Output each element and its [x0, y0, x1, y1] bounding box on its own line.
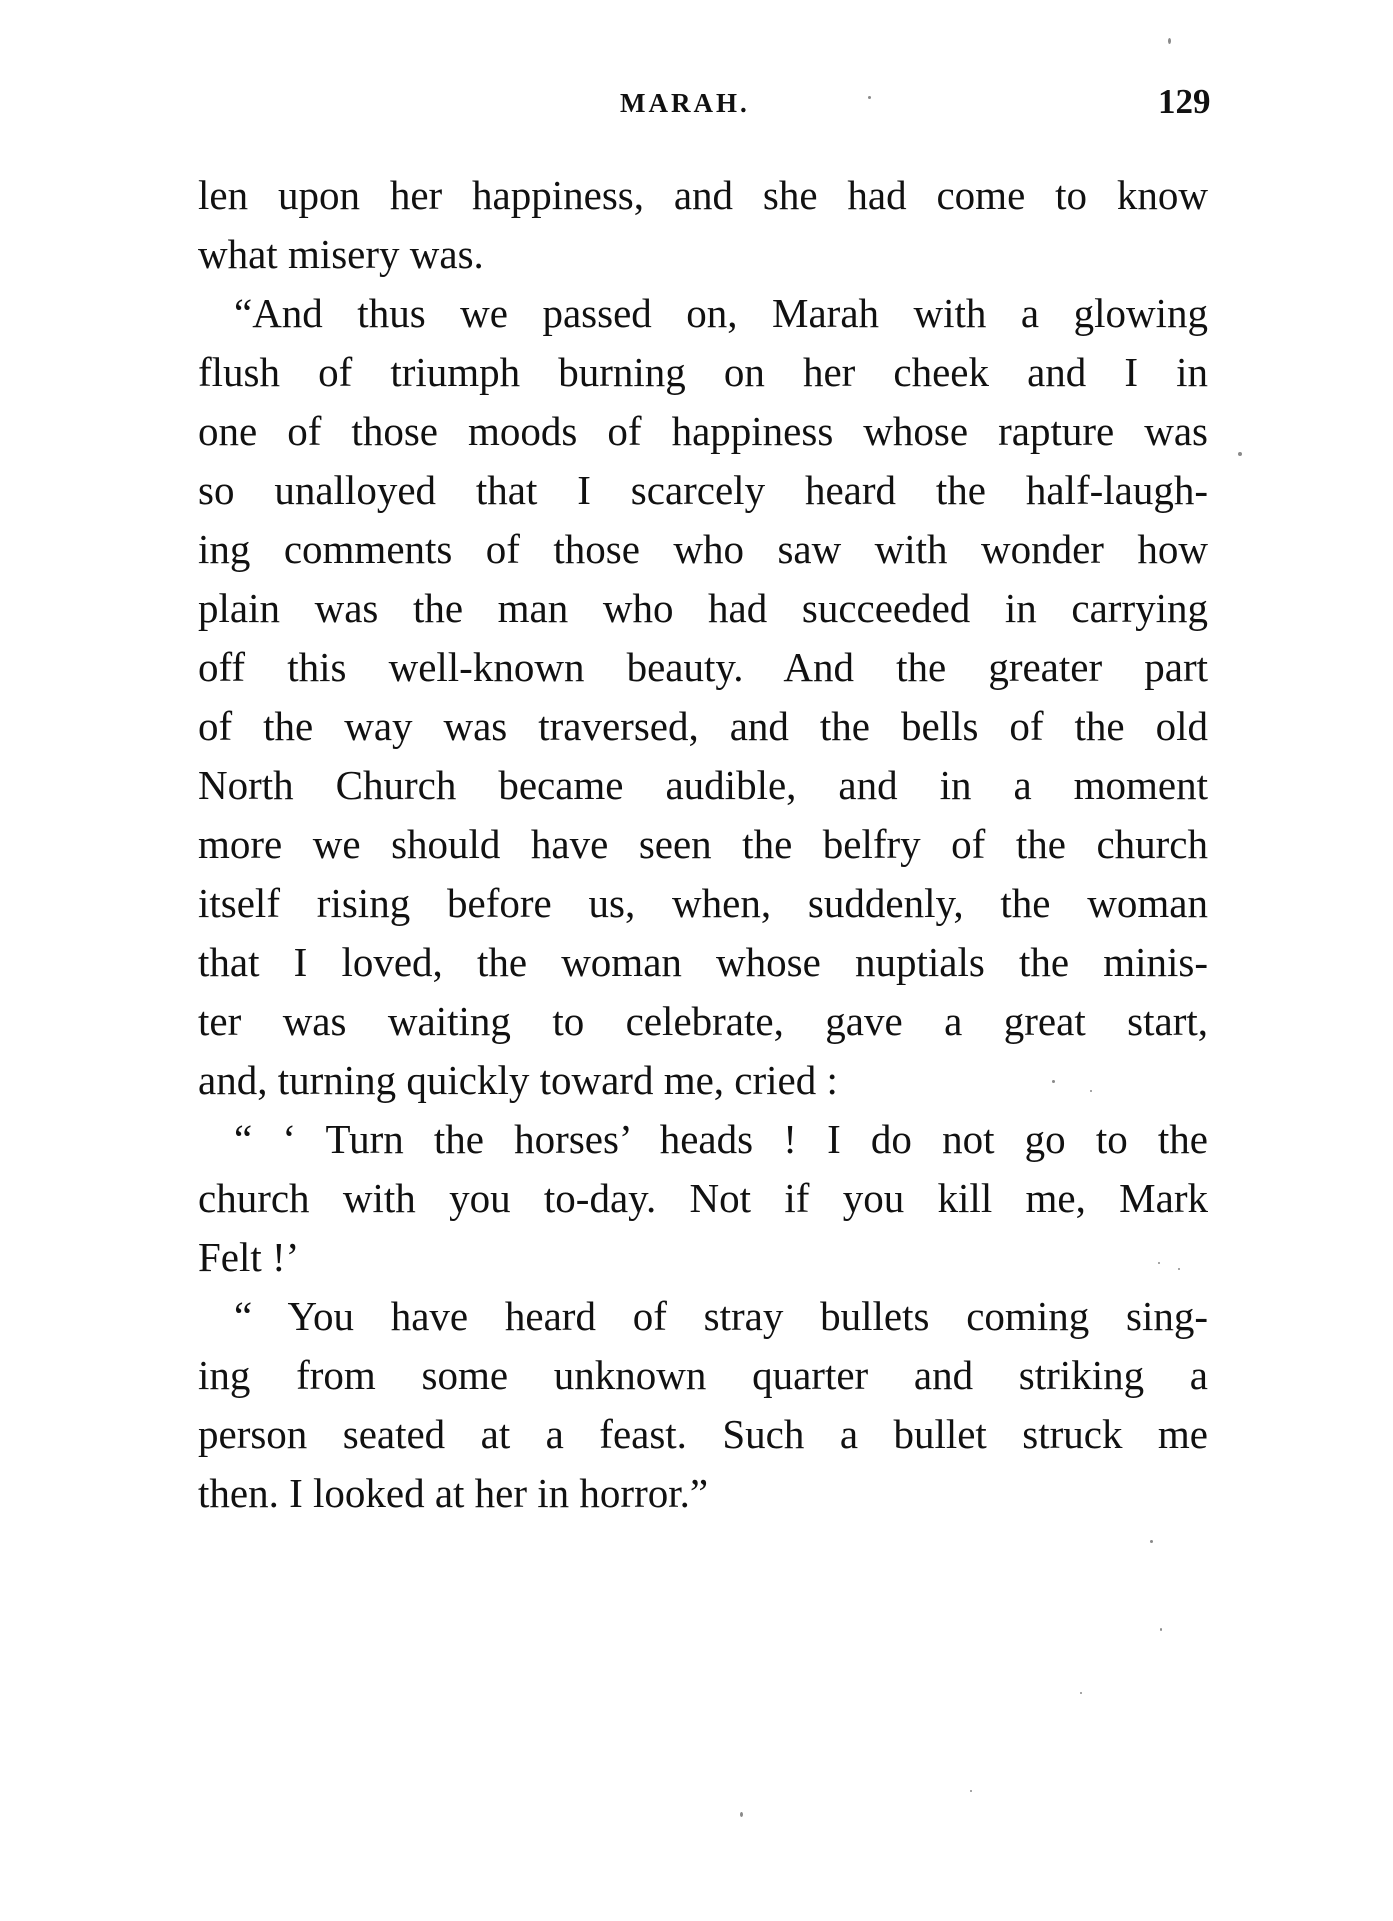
scan-speck: [1150, 1540, 1153, 1543]
text-line: one of those moods of happiness whose rapture was: [198, 408, 1208, 454]
text-line: ing comments of those who saw with wonder how: [198, 526, 1208, 572]
text-line: what misery was.: [198, 231, 484, 277]
scan-speck: [1080, 1692, 1082, 1694]
scan-speck: [1178, 1268, 1180, 1270]
body-text: [198, 166, 1208, 1523]
scan-speck: [1052, 1080, 1055, 1083]
scan-speck: [1160, 1628, 1162, 1631]
text-line: “ ‘ Turn the horses’ heads ! I do not go to the: [234, 1116, 1208, 1162]
text-line: of the way was traversed, and the bells of the old: [198, 703, 1208, 749]
scan-speck: [1238, 452, 1242, 456]
scan-speck: [1168, 38, 1171, 44]
text-line: more we should have seen the belfry of the church: [198, 821, 1208, 867]
text-line: that I loved, the woman whose nuptials the minis-: [198, 939, 1208, 985]
text-line: North Church became audible, and in a moment: [198, 762, 1208, 808]
text-line: “ You have heard of stray bullets coming sing-: [234, 1293, 1208, 1339]
running-head: [0, 82, 1393, 128]
text-line: ter was waiting to celebrate, gave a great start,: [198, 998, 1208, 1044]
running-title: MARAH.: [620, 88, 750, 118]
text-line: so unalloyed that I scarcely heard the half-laugh-: [198, 467, 1208, 513]
page-number: 129: [1158, 82, 1211, 121]
scan-speck: [1158, 1262, 1160, 1264]
text-line: Felt !’: [198, 1234, 300, 1280]
scan-speck: [740, 1812, 743, 1817]
text-line: person seated at a feast. Such a bullet struck me: [198, 1411, 1208, 1457]
text-line: ing from some unknown quarter and striking a: [198, 1352, 1208, 1398]
text-line: off this well-known beauty. And the greater part: [198, 644, 1208, 690]
text-line: itself rising before us, when, suddenly, the woman: [198, 880, 1208, 926]
text-line: and, turning quickly toward me, cried :: [198, 1057, 838, 1103]
text-line: flush of triumph burning on her cheek and I in: [198, 349, 1208, 395]
scan-speck: [868, 96, 871, 99]
scan-speck: [970, 1790, 972, 1792]
text-line: then. I looked at her in horror.”: [198, 1470, 709, 1516]
text-line: church with you to-day. Not if you kill me, Mark: [198, 1175, 1208, 1221]
text-line: len upon her happiness, and she had come to know: [198, 172, 1208, 218]
scan-speck: [1090, 1090, 1092, 1092]
text-line: plain was the man who had succeeded in carrying: [198, 585, 1208, 631]
text-line: “And thus we passed on, Marah with a glowing: [234, 290, 1208, 336]
